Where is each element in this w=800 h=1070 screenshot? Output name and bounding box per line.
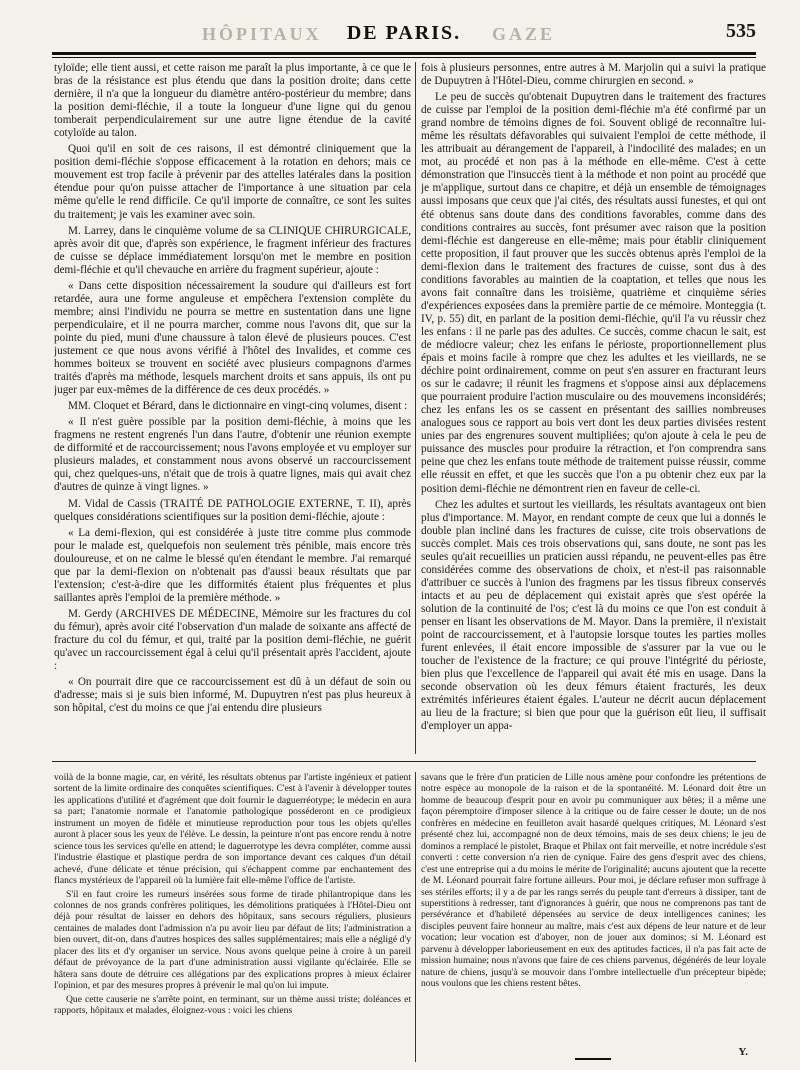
quotation: « On pourrait dire que ce raccourcissement est dû à un défaut de soin ou d'adresse; mais si je suis bien informé, M. Dupuytren n'est pas plus heureux à son hôpital, c'est du moins ce que j'ai entendu dire plusieurs xyxy=(54,676,411,715)
header-rule-thick xyxy=(52,52,756,55)
feuilleton-column-divider xyxy=(415,772,416,1062)
paragraph: MM. Cloquet et Bérard, dans le dictionnaire en vingt-cinq volumes, disent : xyxy=(68,400,408,413)
paragraph: savans que le frère d'un praticien de Lille nous amène pour confondre les prétentions de notre espèce au monopole de la raison et de la spontanéité. M. Léonard doit être un homme de beaucoup d'esprit pour en avoir pu communiquer aux bêtes; il a même une façon péremptoire d'imposer silence à la critique ou de faire cesser le doute; un de nos confrères en médecine en feuilleton avait hasardé quelques critiques, M. Léonard s'est présenté chez lui, accompagné non de deux témoins, mais de ses deux chiens; le jeu de dominos a remplacé le pistolet, Braque et Philax ont fait merveille, et notre incrédule s'est converti : cette conversion n'a rien de cynique. Faire des gens d'esprit avec des chiens, c'est une entreprise qui a du moins le mérite de l'originalité; aucuns ajoutent que la recette de M. Léonard pourrait faire fortune ailleurs. Pour moi, je déclare refuser mon suffrage à ses stériles efforts; il y a de par les rangs serrés du peuple tant d'erreurs à dissiper, tant de superstitions à redresser, tant d'ignorances à guérir, que nous ne comprenons pas tant de persévérance et d'habileté dépensées au service de deux intelligences canines; les disciples peuvent faire honneur au maître, mais c'est aux dépens de leur nature et de leur vocation; leur vocation est d'aboyer, non de jouer aux dominos; si M. Léonard est parvenu à développer laborieusement en eux des aptitudes factices, il n'a pas fait acte de mission humaine; nous n'avons que faire de ces chiens parvenus, dégénérés de leur loyale nature de chiens, jusqu'à se mouvoir dans l'ombre intellectuelle d'un précepteur bipède; nous voulons que les chiens restent bêtes. xyxy=(421,772,766,990)
paragraph: Chez les adultes et surtout les vieillards, les résultats avantageux ont bien plus d'importance. M. Mayor, en rendant compte de ceux que lui a donnés le double plan incliné dans les fractures de cuisse, cite trois observations de succès complet. Mais ces trois observations qui, sans doute, ne sont pas les seules qu'ait recueillies un praticien aussi répandu, ne peuvent-elles pas être considérées comme des observations de choix, et n'est-il pas raisonnable d'attribuer ce succès à l'union des fragmens par les tissus fibreux conservés intacts et au peu de déplacement qui existait après que s'est opérée la solution de la continuité de l'os; c'est là du moins ce que l'on est conduit à penser en lisant les observations de M. Mayor. Dans la première, il n'existait point de raccourcissement, et à l'autopsie lorsque toutes les parties molles furent enlevées, il était encore impossible de s'assurer par la vue ou le toucher de l'existence de la fracture; ce qui prouve l'intégrité du périoste, bien plus que l'excellence de l'appareil qui avait été mis en usage. Dans la seconde observation où les deux fémurs étaient fracturés, les deux extrémités inférieures étaient égales. L'auteur ne décrit aucun déplacement au lieu de la fracture; si bien que pour que la guérison eût lieu, il suffisait d'employer un appa- xyxy=(421,498,766,733)
article-column-left xyxy=(54,62,411,755)
paragraph: M. Vidal de Cassis (TRAITÉ DE PATHOLOGIE EXTERNE, T. II), après quelques considérations scientifiques sur la position demi-fléchie, ajoute : xyxy=(54,497,411,523)
end-rule xyxy=(575,1058,611,1060)
feuilleton-column-left xyxy=(54,772,411,1062)
feuilleton-column-right xyxy=(421,772,766,1044)
paragraph: tyloïde; elle tient aussi, et cette raison me paraît la plus importante, à ce que le bras de la résistance est plus étendu que dans la position droite; dans cette dernière, il n'a que la longueur du diamètre antéro-postérieur du membre; dans la position demi-fléchie, il a toute la longueur d'une ligne qui du genou tomberait perpendiculairement sur une autre ligne étendue de la cavité cotyloïde au talon. xyxy=(54,62,411,140)
paragraph: Le peu de succès qu'obtenait Dupuytren dans le traitement des fractures de cuisse par l'emploi de la position demi-fléchie m'a été confirmé par un grand nombre de témoins dignes de foi. Souvent obligé de reconnaître lui-même les résultats défavorables qui suivaient l'emploi de cette méthode, il les attribuait au dérangement de l'appareil, à l'indocilité des malades; en un mot, au procédé et non pas à la méthode en elle-même. C'est à cette démonstration que l'insuccès tient à la méthode et non point au procédé que je m'applique, surtout dans ce chapitre, et déjà un ensemble de témoignages aussi imposans que ceux que j'ai cités, des résultats aussi funestes, et qui ont été obtenus sans doute dans des conditions favorables, comme dans des conditions contraires au succès, font présumer avec raison que la position demi-fléchie est dangereuse en elle-même; mais pour établir cliniquement cette proposition, il faut prouver que les succès obtenus après l'emploi de la demi-flexion dans le traitement des fractures de cuisse, sont dus à des conditions favorables au maintien de la coaptation, et telles que nous les avons fait connaître dans les troisième, quatrième et cinquième séries d'expériences exposées dans la première partie de ce mémoire. Monteggia (t. IV, p. 55) dit, en parlant de la position demi-fléchie, qu'il l'a vu réussir chez les enfans : il ne parle pas des adultes. Ce succès, comme chacun le sait, est de médiocre valeur; chez les enfans le périoste, proportionnellement plus épais et moins facile à rompre que chez les adultes et les vieillards, ne se déchire point ordinairement, comme on peut s'en assurer en fracturant leurs os sur le cadavre; il réunit les fragmens et s'oppose ainsi aux déplacemens que pourraient produire l'action musculaire ou des mouvemens inconsidérés; chez les enfans les os se cassent en présentant des saillies nombreuses analogues sous ce rapport au bois vert dont les deux parties divisées restent unies par des engrenures souvent multipliées; qu'on ajoute à cela le peu de puissance des muscles pour produire la rétraction, et l'on comprendra sans peine que chez les enfans toute méthode de traitement puisse réussir, comme elle réussit en effet, et que les succès que l'on a pu obtenir chez eux par la position demi-fléchie ne démontrent rien en faveur de celle-ci. xyxy=(421,91,766,495)
paragraph: Quoi qu'il en soit de ces raisons, il est démontré cliniquement que la position demi-fléchie s'oppose efficacement à la rotation en dehors; mais ce mouvement est trop facile à prévenir par des attelles latérales dans la position étendue pour qu'on puisse attacher de l'importance à une situation par cela même qu'elle le rend difficile. Ce qu'il importe de connaître, ce sont les suites du traitement; je vais les examiner avec soin. xyxy=(54,143,411,221)
bleed-through-title-left: HÔPITAUX xyxy=(202,24,322,44)
paragraph: voilà de la bonne magie, car, en vérité, les résultats obtenus par l'artiste ingénieux et patient sortent de la limite ordinaire des conquêtes scientifiques. C'est à l'avenir à développer toutes les applications d'utilité et d'agrément que doit fournir le daguerréotype; le médecin en aura sa part; l'anatomie normale et l'anatomie pathologique posséderont en ce prodigieux instrument un moyen de fidèle et minutieuse reproduction pour tous les objets qu'elles auront à placer sous les yeux de l'élève. Le dessin, la peinture n'ont pas encore rendu à notre science tous les services qu'elle en attend; le daguerrotype les devra compléter, comme aussi l'industrie élastique et plastique perdra de son importance devant ces calques d'un détail achevé, d'une délicate et ténue précision, qui s'échappent comme par enchantement des flancs mystérieux de l'appareil où la lumière fait elle-même l'office de l'artiste. xyxy=(54,772,411,887)
article-column-right xyxy=(421,62,766,755)
page-number: 535 xyxy=(726,20,756,42)
column-divider xyxy=(415,62,416,754)
feuilleton-separator xyxy=(52,761,756,762)
header-rule-thin xyxy=(52,57,756,58)
quotation: « La demi-flexion, qui est considérée à juste titre comme plus commode pour le malade est, quelquefois non seulement très pénible, mais encore très douloureuse, et on ne calme le blessé qu'en étendant le membre. J'ai remarqué que par la demi-flexion on n'obtenait pas d'aussi beaux résultats que par l'extension; c'est-à-dire que les difformités étaient plus fréquentes et plus saillantes après l'emploi de la première méthode. » xyxy=(54,526,411,604)
paragraph: M. Gerdy (ARCHIVES DE MÉDECINE, Mémoire sur les fractures du col du fémur), après avoir cité l'observation d'un malade de soixante ans affecté de fracture du col du fémur, et qui, traité par la position demi-fléchie, ne guérit qu'avec un raccourcissement égal à celui qu'il présentait après l'accident, ajoute : xyxy=(54,607,411,673)
bleed-through-title-right: GAZE xyxy=(492,24,556,44)
paragraph: S'il en faut croire les rumeurs insérées sous forme de tirade philantropique dans les colonnes de nos grands confrères politiques, les démolitions pratiquées à l'Hôtel-Dieu ont déjà pour résultat de laisser en dehors des hôpitaux, sans secours réguliers, plusieurs centaines de malades dont l'admission n'a pu avoir lieu par défaut de lits; l'administration a bien ouvert, dit-on, dans d'autres hospices des salles supplémentaires; mais elle a négligé d'y placer des lits et d'y organiser un service. Nous avons quelque peine à croire à un pareil défaut de prévoyance de la part d'une administration aussi vigilante qu'éclairée. Elle se hâtera sans doute de détruire ces allégations par des explications propres à mieux éclairer l'opinion, et par des mesures propres à prévenir le mal qu'on lui impute. xyxy=(54,888,411,992)
quotation: « Dans cette disposition nécessairement la soudure qui d'ailleurs est fort retardée, aura une forme anguleuse et empêchera l'extension complète du membre; ainsi l'individu ne pourra se mettre en sustentation dans une ligne perpendiculaire, et il ne pourra marcher, comme nous l'avons dit, que sur la pointe du pied, muni d'une chaussure à talon élevé de plusieurs pouces. C'est justement ce que nous avons vérifié à l'hôtel des Invalides, et comme ces hommes boiteux se trouvent en société avec plusieurs compagnons d'armes traités d'après ma méthode, lesquels marchent droits et sans appuis, ils ont pu juger par eux-mêmes de la différence de ces deux procédés. » xyxy=(54,279,411,397)
quotation: « Il n'est guère possible par la position demi-fléchie, à moins que les fragmens ne restent engrenés l'un dans l'autre, d'obtenir une réunion exempte de difformité et de raccourcissement; nous l'avons employée et vu employer sur plusieurs malades, et constamment nous avons observé un raccourcissement qui, chez quelques-uns, n'était que de trois à quatre lignes, mais qui avait chez d'autres de quinze à vingt lignes. » xyxy=(54,416,411,494)
paragraph: Que cette causerie ne s'arrête point, en terminant, sur un thème aussi triste; doléances et rapports, hôpitaux et malades, éloignez-vous : voici les chiens xyxy=(54,993,411,1017)
quotation: fois à plusieurs personnes, entre autres à M. Marjolin qui a suivi la pratique de Dupuytren à l'Hôtel-Dieu, comme chirurgien en second. » xyxy=(421,62,766,88)
running-title: DE PARIS. xyxy=(346,22,462,44)
paragraph: M. Larrey, dans le cinquième volume de sa CLINIQUE CHIRURGICALE, après avoir dit que, d'après son expérience, le fragment inférieur des fractures de cuisse se déplace immédiatement lorsqu'on met le membre en position demi-fléchie et qu'il chevauche en arrière du fragment supérieur, ajoute : xyxy=(54,224,411,276)
author-signature: Y. xyxy=(738,1046,748,1058)
